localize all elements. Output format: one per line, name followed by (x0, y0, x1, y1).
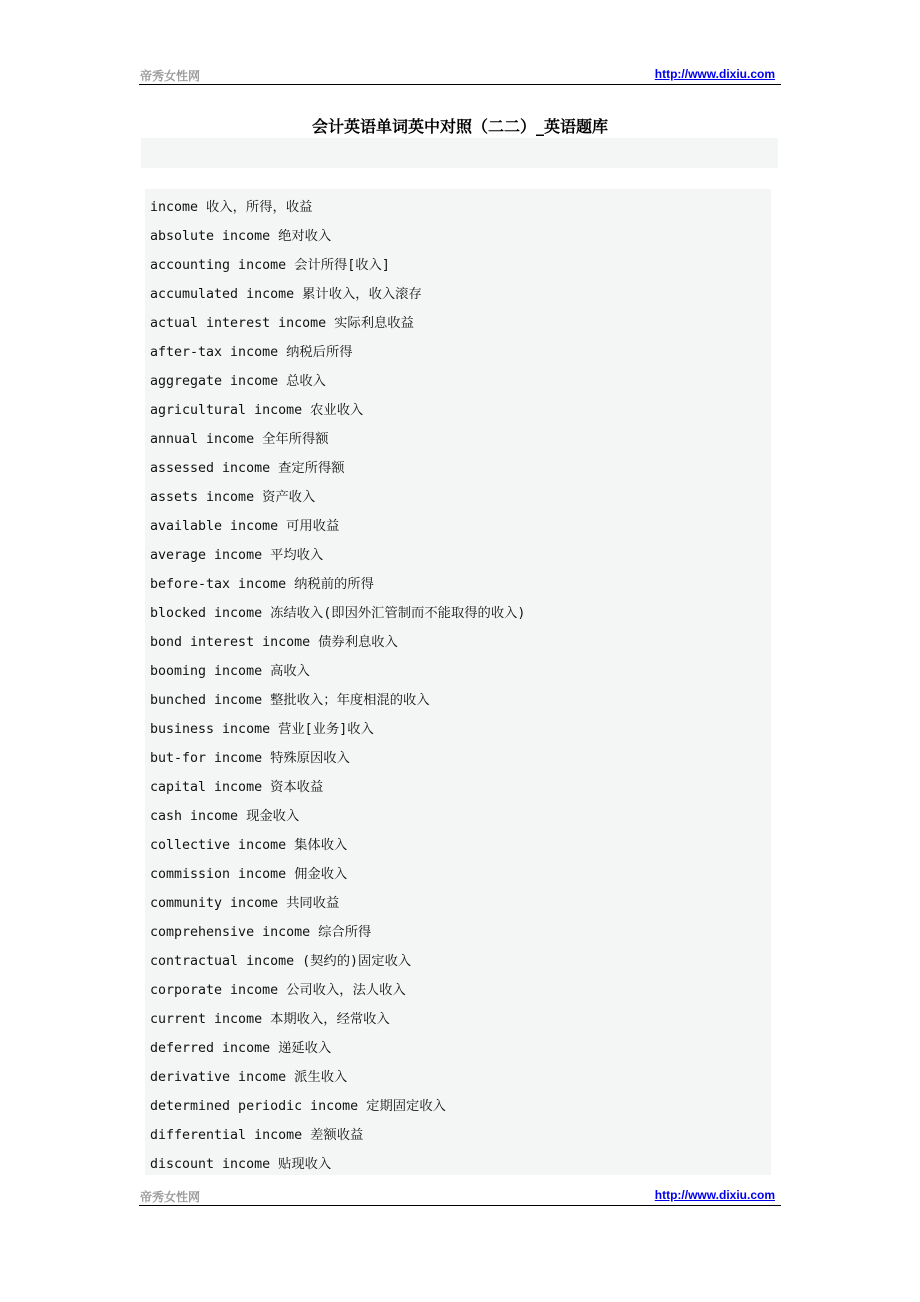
vocabulary-list (150, 195, 525, 1181)
document-title: 会计英语单词英中对照（二二）_英语题库 (311, 117, 608, 136)
vocabulary-entry: average income 平均收入 (150, 548, 324, 563)
vocabulary-entry: absolute income 绝对收入 (150, 229, 332, 244)
vocabulary-entry: current income 本期收入，经常收入 (150, 1012, 390, 1027)
vocabulary-entry: commission income 佣金收入 (150, 867, 348, 882)
vocabulary-entry: actual interest income 实际利息收益 (150, 316, 414, 331)
vocabulary-entry: accumulated income 累计收入，收入滚存 (150, 287, 422, 302)
vocabulary-entry: accounting income 会计所得[收入] (150, 258, 390, 273)
vocabulary-entry: assets income 资产收入 (150, 490, 316, 505)
vocabulary-entry: contractual income (契约的)固定收入 (150, 954, 412, 969)
vocabulary-entry: discount income 贴现收入 (150, 1157, 332, 1172)
vocabulary-entry: collective income 集体收入 (150, 838, 348, 853)
footer-site-name: 帝秀女性网 (140, 1190, 201, 1204)
vocabulary-entry: aggregate income 总收入 (150, 374, 326, 389)
vocabulary-entry: assessed income 查定所得额 (150, 461, 345, 476)
vocabulary-entry: income 收入，所得，收益 (150, 200, 313, 215)
vocabulary-entry: determined periodic income 定期固定收入 (150, 1099, 446, 1114)
page-header (139, 66, 781, 85)
header-site-link[interactable]: http://www.dixiu.com (654, 67, 775, 81)
header-site-name: 帝秀女性网 (140, 69, 201, 83)
vocabulary-entry: agricultural income 农业收入 (150, 403, 364, 418)
vocabulary-entry: capital income 资本收益 (150, 780, 324, 795)
vocabulary-entry: business income 营业[业务]收入 (150, 722, 374, 737)
vocabulary-entry: corporate income 公司收入，法人收入 (150, 983, 406, 998)
footer-site-link[interactable]: http://www.dixiu.com (654, 1188, 775, 1202)
vocabulary-entry: after-tax income 纳税后所得 (150, 345, 353, 360)
vocabulary-entry: deferred income 递延收入 (150, 1041, 332, 1056)
vocabulary-entry: differential income 差额收益 (150, 1128, 364, 1143)
vocabulary-entry: but-for income 特殊原因收入 (150, 751, 350, 766)
page-footer (139, 1187, 781, 1206)
blank-banner (141, 138, 778, 168)
vocabulary-entry: cash income 现金收入 (150, 809, 300, 824)
vocabulary-entry: annual income 全年所得额 (150, 432, 329, 447)
vocabulary-entry: available income 可用收益 (150, 519, 340, 534)
vocabulary-entry: bond interest income 债券利息收入 (150, 635, 398, 650)
vocabulary-entry: comprehensive income 综合所得 (150, 925, 372, 940)
vocabulary-entry: community income 共同收益 (150, 896, 340, 911)
vocabulary-panel (145, 189, 771, 1175)
vocabulary-entry: before-tax income 纳税前的所得 (150, 577, 374, 592)
vocabulary-entry: blocked income 冻结收入(即因外汇管制而不能取得的收入) (150, 606, 526, 621)
vocabulary-entry: derivative income 派生收入 (150, 1070, 348, 1085)
vocabulary-entry: bunched income 整批收入；年度相混的收入 (150, 693, 430, 708)
vocabulary-entry: booming income 高收入 (150, 664, 310, 679)
